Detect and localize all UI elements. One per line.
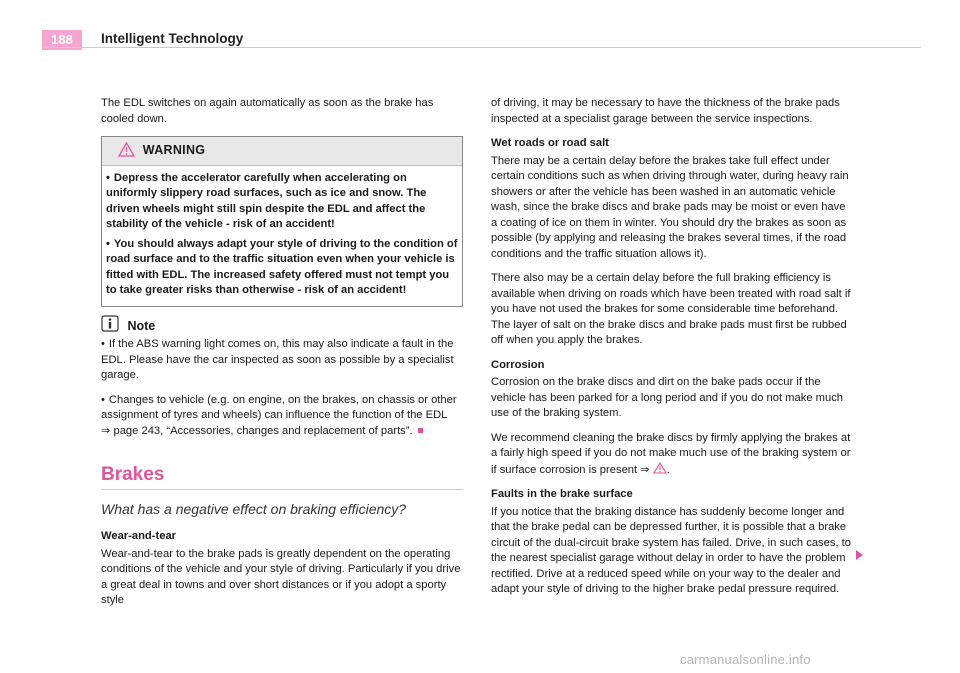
corrosion-heading: Corrosion [491,358,545,371]
warning-triangle-icon [118,142,135,157]
page-reference-link[interactable]: page 243, “Accessories, changes and replacement of parts”. [113,424,413,437]
corrosion-cleaning-paragraph [491,431,854,479]
bullet: • [106,237,110,250]
corrosion-paragraph: Corrosion on the brake discs and dirt on the bake pads occur if the vehicle has been parked for a long period and if you do not make much use of the braking system. [491,376,844,419]
right-column [491,96,854,607]
note-item-text: If the ABS warning light comes on, this may also indicate a fault in the EDL. Please have the car inspected as soon as possible by a specialist garage. [101,338,454,381]
faults-paragraph: If you notice that the braking distance has suddenly become longer and that the brake pedal can be depressed further, it is possible that a brake circuit of the dual-circuit brake system has failed. Drive, in such cases, to the nearest specialist garage without delay in order to have the problem rectified. Drive at a reduced speed while on your way to the dealer and adapt your style of driving to the higher brake pedal pressure required. [491,505,852,595]
corrosion-cleaning-text: We recommend cleaning the brake discs by firmly applying the brakes at a fairly high speed if you do not make much use of the braking system or if surface corrosion is present [491,431,851,476]
section-end-marker-icon [418,428,423,433]
watermark: carmanualsonline.info [680,652,811,667]
warning-item [106,171,458,233]
faults-heading: Faults in the brake surface [491,488,633,500]
header-title: Intelligent Technology [101,31,244,46]
ref-arrow-icon: ⇒ [101,424,111,437]
note-header [101,315,463,335]
note-item [101,337,463,384]
ref-arrow-icon: ⇒ [640,463,650,476]
warning-item-text: You should always adapt your style of driving to the condition of road surface and to the traffic situation even when your vehicle is fitted with EDL. The increased safety offered must not tempt you to take greater risks than otherwise - risk of an accident! [106,237,458,296]
note-item [101,393,463,440]
edl-intro-paragraph: The EDL switches on again automatically as soon as the brake has cooled down. [101,97,434,125]
wet-roads-heading: Wet roads or road salt [491,137,609,149]
bullet: • [101,393,105,406]
warning-title: WARNING [142,143,206,157]
road-salt-paragraph: There also may be a certain delay before the full braking efficiency is available when driving on roads which have been treated with road salt if you have not used the brakes for some considerable time beforehand. The layer of salt on the brake discs and brake pads must first be rubbed off when you apply the brakes. [491,272,851,346]
sentence-period: . [666,463,670,476]
continued-paragraph: of driving, it may be necessary to have the thickness of the brake pads inspected at a specialist garage between the service inspections. [491,97,840,125]
wear-heading: Wear-and-tear [101,530,177,542]
continue-arrow-icon[interactable] [856,550,863,560]
section-subtitle: What has a negative effect on braking efficiency? [101,500,407,517]
section-divider [101,489,463,490]
bullet: • [101,338,105,350]
warning-box [101,136,463,307]
warning-triangle-icon[interactable] [653,462,667,474]
left-column [101,96,463,618]
wet-roads-paragraph: There may be a certain delay before the brakes take full effect under certain conditions such as when driving through water, during heavy rain showers or after the vehicle has been washed in an automatic vehicle wash, since the brake discs and brake pads may be moist or even have a coating of ice on them in winter. You should dry the brakes as soon as possible (by applying and releasing the brakes several times, if the road conditions and the traffic situation allows it). [491,154,849,260]
bullet: • [106,171,110,184]
warning-header [102,137,462,166]
note-item-text: Changes to vehicle (e.g. on engine, on the brakes, on chassis or other assignment of tyres and wheels) can influence the function of the EDL [101,393,457,421]
warning-item [106,237,458,299]
header-divider [42,47,921,48]
page-number: 188 [42,30,82,50]
wear-paragraph: Wear-and-tear to the brake pads is greatly dependent on the operating conditions of the vehicle and your style of driving. Particularly if you drive a great deal in towns and over short distances or if you adopt a sporty style [101,547,461,606]
info-note-icon [101,315,119,332]
warning-body [102,166,462,306]
warning-item-text: Depress the accelerator carefully when accelerating on uniformly slippery road surfaces, such as ice and snow. The driven wheels might still spin despite the EDL and affect the stability of the vehicle - risk of an accident! [106,171,427,230]
note-title: Note [127,318,156,333]
section-title-brakes: Brakes [101,464,165,485]
